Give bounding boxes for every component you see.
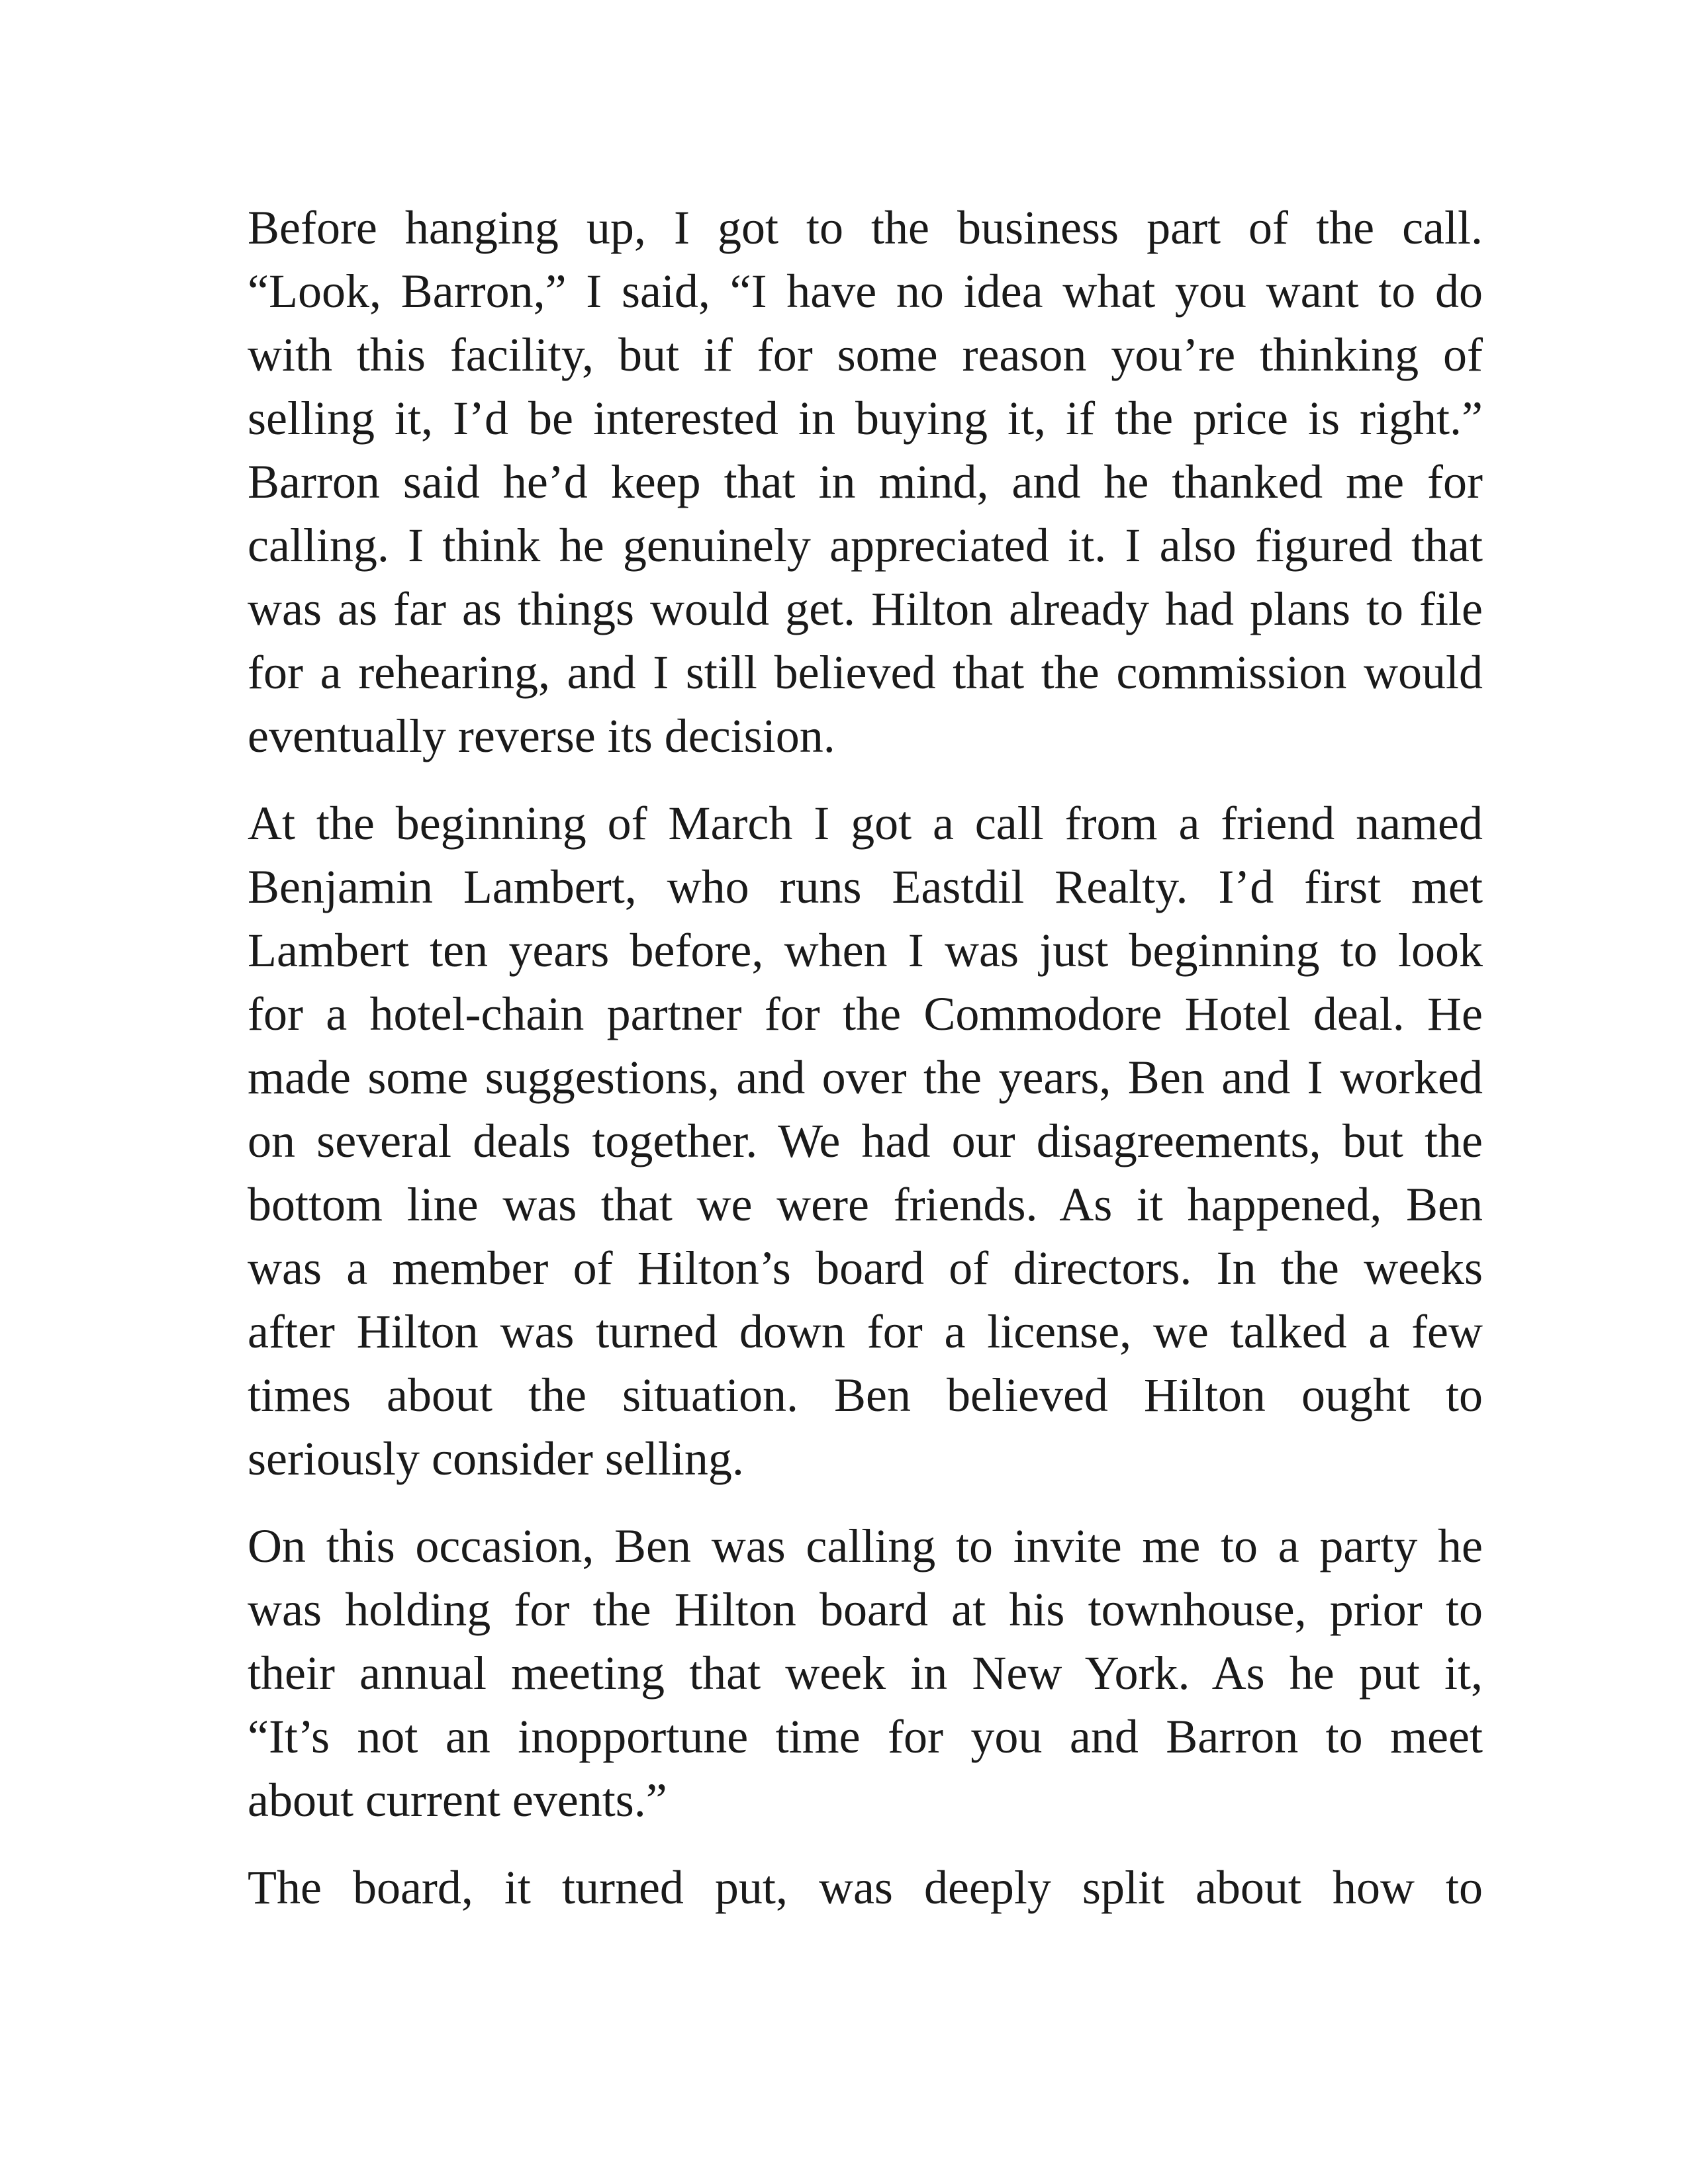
text-line: was holding for the Hilton board at his townhouse, prior to xyxy=(248,1583,1483,1636)
paragraph-3 xyxy=(199,1514,1483,1832)
text-line: Lambert ten years before, when I was just beginning to look xyxy=(248,924,1483,977)
text-line: Barron said he’d keep that in mind, and he thanked me for xyxy=(248,455,1483,508)
text-line: eventually reverse its decision. xyxy=(248,709,835,762)
text-line: was as far as things would get. Hilton already had plans to file xyxy=(248,582,1483,635)
text-line: their annual meeting that week in New York. As he put it, xyxy=(248,1647,1483,1700)
text-line: made some suggestions, and over the years, Ben and I worked xyxy=(248,1051,1483,1104)
paragraph-2 xyxy=(199,792,1483,1490)
text-line: times about the situation. Ben believed Hilton ought to xyxy=(248,1369,1483,1422)
text-line: The board, it turned put, was deeply split about how to xyxy=(248,1861,1483,1914)
text-line: “It’s not an inopportune time for you and Barron to meet xyxy=(248,1710,1483,1763)
text-line: about current events.” xyxy=(248,1774,667,1827)
text-line: On this occasion, Ben was calling to invite me to a party he xyxy=(248,1520,1483,1572)
text-line: selling it, I’d be interested in buying it, if the price is right.” xyxy=(248,392,1483,445)
paragraph-4 xyxy=(199,1856,1483,1919)
text-line: At the beginning of March I got a call from a friend named xyxy=(248,797,1483,850)
text-line: Benjamin Lambert, who runs Eastdil Realty. I’d first met xyxy=(248,860,1483,913)
text-line: on several deals together. We had our disagreements, but the xyxy=(248,1115,1483,1167)
text-line: with this facility, but if for some reason you’re thinking of xyxy=(248,328,1483,381)
body-text xyxy=(199,196,1483,1943)
text-line: after Hilton was turned down for a license, we talked a few xyxy=(248,1305,1483,1358)
text-line: for a hotel-chain partner for the Commodore Hotel deal. He xyxy=(248,987,1483,1040)
text-line: seriously consider selling. xyxy=(248,1432,744,1485)
text-line: Before hanging up, I got to the business part of the call. xyxy=(248,201,1483,254)
text-line: calling. I think he genuinely appreciated it. I also figured that xyxy=(248,519,1483,572)
text-line: bottom line was that we were friends. As it happened, Ben xyxy=(248,1178,1483,1231)
text-line: for a rehearing, and I still believed that the commission would xyxy=(248,646,1483,699)
text-line: “Look, Barron,” I said, “I have no idea what you want to do xyxy=(248,265,1483,318)
paragraph-1 xyxy=(199,196,1483,768)
text-line: was a member of Hilton’s board of directors. In the weeks xyxy=(248,1242,1483,1295)
